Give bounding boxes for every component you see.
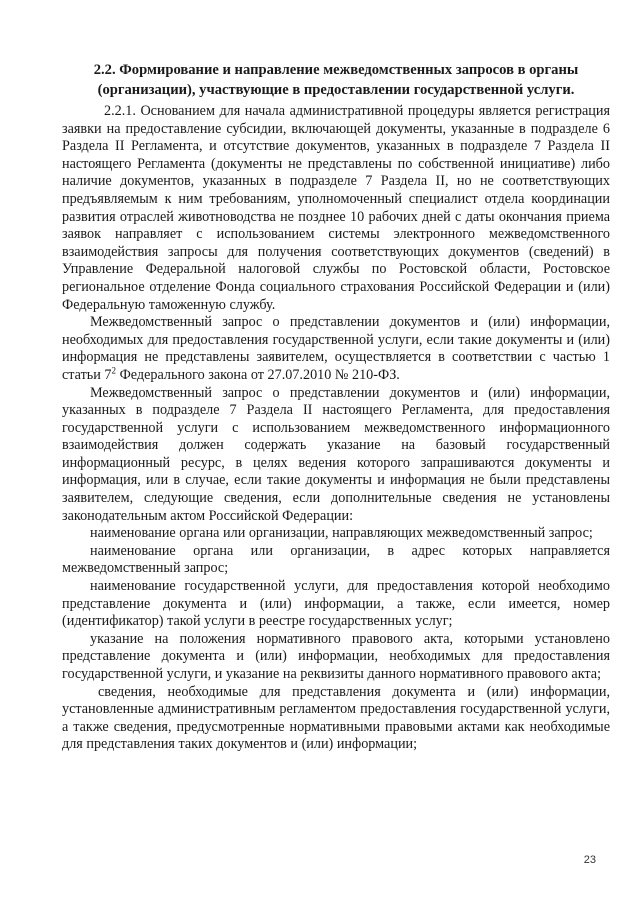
page-number: 23 bbox=[583, 854, 596, 866]
paragraph-interagency-request-basis bbox=[62, 314, 610, 384]
superscript: 2 bbox=[111, 365, 117, 376]
paragraph-text: Межведомственный запрос о представлении документов и (или) информации, необходимых для предоставления государственной услуги, если такие документы и (или) информация не представлены заявителем, осуществляется в соответствии с частью 1 статьи 7 bbox=[62, 314, 610, 383]
paragraph-2-2-1: 2.2.1. Основанием для начала административной процедуры является регистрация заявки на предоставление субсидии, включающей документы, указанные в подразделе 6 Раздела II Регламента, и отсутствие документов, указанных в подразделе 7 Раздела II настоящего Регламента (документы не представлены по собственной инициативе) либо наличие документов, указанных в подразделе 7 Раздела II, но не соответствующих предъявляемым к ним требованиям, уполномоченный специалист отдела координации развития отраслей животноводства не позднее 10 рабочих дней с даты окончания приема заявок направляет с использованием системы электронного межведомственного взаимодействия запросы для получения соответствующих документов (сведений) в Управление Федеральной налоговой службы по Ростовской области, Ростовское региональное отделение Фонда социального страхования Российской Федерации и (или) Федеральную таможенную службу. bbox=[62, 103, 610, 313]
body-text bbox=[62, 103, 610, 754]
list-item: наименование органа или организации, направляющих межведомственный запрос; bbox=[90, 525, 593, 542]
paragraph-interagency-request-content: Межведомственный запрос о представлении документов и (или) информации, указанных в подразделе 7 Раздела II настоящего Регламента, для предоставления государственной услуги с использованием межведомственного информационного взаимодействия должен содержать указание на базовый государственный информационный ресурс, в целях ведения которого запрашиваются документы и информация, или в случае, если такие документы и информация не были представлены заявителем, следующие сведения, если дополнительные сведения не установлены законодательным актом Российской Федерации: bbox=[62, 384, 610, 524]
list-item: указание на положения нормативного правового акта, которыми установлено представление документа и (или) информации, необходимых для предоставления государственной услуги, и указание на реквизиты данного нормативного правового акта; bbox=[62, 630, 610, 682]
list-item: сведения, необходимые для представления документа и (или) информации, установленные административным регламентом предоставления государственной услуги, а также сведения, предусмотренные нормативными правовыми актами как необходимые для представления таких документов и (или) информации; bbox=[62, 683, 610, 753]
list-item: наименование государственной услуги, для предоставления которой необходимо представление документа и (или) информации, а также, если имеется, номер (идентификатор) такой услуги в реестре государственных услуг; bbox=[62, 578, 610, 630]
list-item: наименование органа или организации, в адрес которых направляется межведомственный запрос; bbox=[62, 542, 610, 577]
paragraph-text-continued: Федерального закона от 27.07.2010 № 210-ФЗ. bbox=[116, 366, 400, 383]
section-heading: 2.2. Формирование и направление межведомственных запросов в органы (организации), участвующие в предоставлении государственной услуги. bbox=[93, 62, 579, 98]
